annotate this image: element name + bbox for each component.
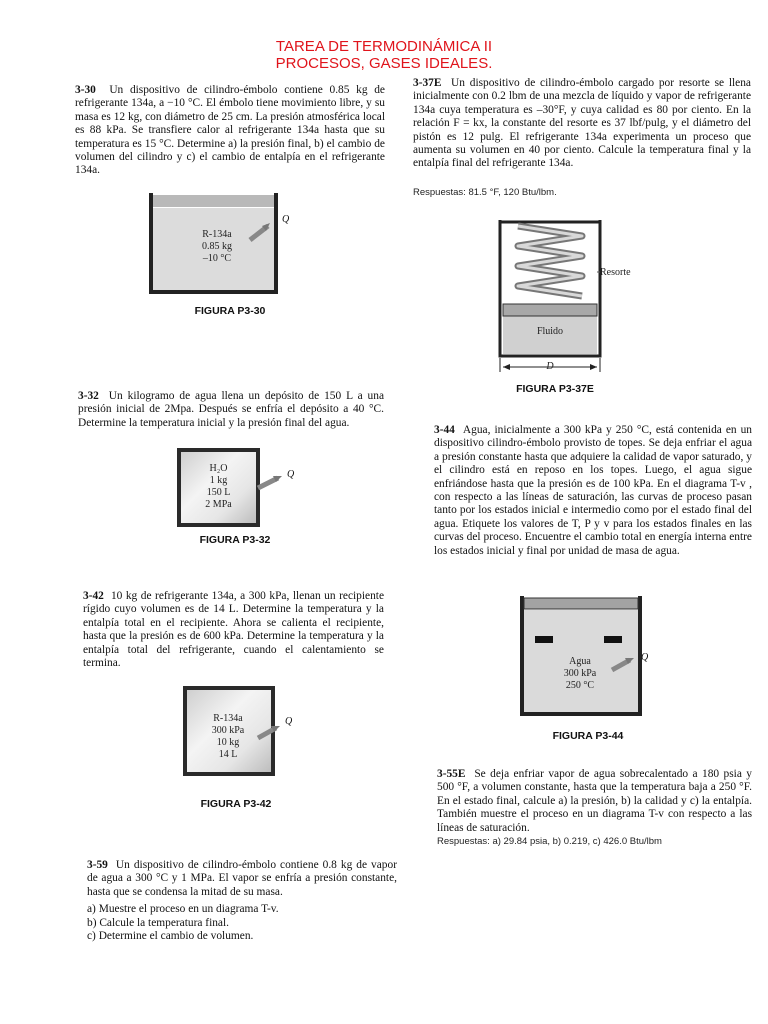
figure-label: FIGURA P3-32 [199, 534, 271, 546]
figure-label: FIGURA P3-44 [552, 730, 624, 742]
problem-number: 3-42 [83, 590, 104, 602]
problem-text: Un dispositivo de cilindro-émbolo cargado por resorte se llena inicialmente con 0.2 lbm de una mezcla de líquido y vapor de refrigerante 134a cuya temperatura es –30°F, y cuya calidad es 80 por ciento. En la relación F = kx, la constante del resorte es 37 lbf/pulg, y el diámetro del pistón es 12 pulg. El refrigerante 134a experimenta un proceso que aumenta su volumen en 40 por ciento. Calcule la temperatura final y la entalpía final del refrigerante 134a. [413, 77, 751, 170]
fig-line: R-134a [202, 229, 232, 240]
problem-text: Un kilogramo de agua llena un depósito de 150 L a una presión inicial de 2Mpa. Después se enfría el depósito a 40 °C. Determine la temperatura inicial y la presión final del agua. [78, 390, 384, 429]
problem-number: 3-32 [78, 390, 99, 402]
problem-text: 10 kg de refrigerante 134a, a 300 kPa, llenan un recipiente rígido cuyo volumen es de 14 L. Determine la temperatura y la entalpía total en el recipiente. Ahora se calienta el recipiente, hasta que la presión es de 600 kPa. Determine la temperatura y la entalpía total del refrigerante, cuando el calentamiento se termina. [83, 590, 384, 670]
fig-line: 300 kPa [211, 725, 245, 736]
fig-line: 14 L [218, 749, 238, 760]
fig-line: 0.85 kg [202, 241, 232, 252]
problem-item: c) Determine el cambio de volumen. [87, 930, 254, 943]
figure-label: FIGURA P3-30 [194, 305, 266, 317]
fluid-label: Fluido [536, 326, 564, 337]
heat-label: Q [282, 214, 290, 225]
problem-number: 3-30 [75, 84, 96, 96]
fig-line: 1 kg [209, 475, 228, 486]
problem-item: a) Muestre el proceso en un diagrama T-v. [87, 903, 279, 916]
fig-line: H₂O [209, 463, 228, 474]
problem-number: 3-55E [437, 768, 466, 780]
answer-text: Respuestas: a) 29.84 psia, b) 0.219, c) 426.0 Btu/lbm [437, 836, 662, 847]
problem-number: 3-37E [413, 77, 442, 89]
problem-number: 3-59 [87, 859, 108, 871]
title-line-2: PROCESOS, GASES IDEALES. [275, 55, 493, 72]
fig-line: –10 °C [202, 253, 232, 264]
figure-label: FIGURA P3-42 [200, 798, 272, 810]
heat-label: Q [287, 469, 295, 480]
fig-line: 250 °C [565, 680, 595, 691]
fig-line: R-134a [213, 713, 243, 724]
fig-line: 10 kg [216, 737, 240, 748]
figure-content [550, 656, 610, 692]
answer-text: Respuestas: 81.5 °F, 120 Btu/lbm. [413, 187, 557, 198]
heat-label: Q [641, 652, 649, 663]
fig-line: 150 L [206, 487, 231, 498]
problem-text: Se deja enfriar vapor de agua sobrecalentado a 180 psia y 500 °F, a volumen constante, hasta que la temperatura baja a 250 °F. En el estado final, calcule a) la presión, b) la calidad y c) la entalpía. También muestre el proceso en un diagrama T-v con respecto a las líneas de saturación. [437, 768, 752, 834]
problem-text: Un dispositivo de cilindro-émbolo contiene 0.8 kg de vapor de agua a 300 °C y 1 MPa. El vapor se enfría a presión constante, hasta que se condensa la mitad de su masa. [87, 859, 397, 898]
problem-3-55e [437, 768, 752, 835]
title-line-1: TAREA DE TERMODINÁMICA II [275, 38, 493, 55]
fig-line: 300 kPa [563, 668, 597, 679]
fig-line: Agua [569, 656, 591, 667]
problem-item: b) Calcule la temperatura final. [87, 916, 229, 929]
problem-text: Agua, inicialmente a 300 kPa y 250 °C, está contenida en un dispositivo cilindro-émbolo provisto de topes. Se deja enfriar el agua a presión constante hasta que adquiere la calidad de vapor saturado, y el cilindro está en reposo en los topes. Luego, el agua sigue enfriándose hasta que la presión es de 100 kPa. En el diagrama T-v , con respecto a las líneas de saturación, las curvas de proceso pasan tanto por los estados inicial e intermedio como por el estado final del agua. Etiquete los valores de T, P y v para los estados finales en las curvas del proceso. Encuentre el cambio total en energía interna entre los estados inicial y final por unidad de masa de agua. [434, 424, 752, 557]
spring-label: Resorte [600, 267, 631, 278]
diameter-label: D [546, 361, 554, 372]
figure-label: FIGURA P3-37E [516, 383, 594, 395]
problem-number: 3-44 [434, 424, 455, 436]
fig-line: 2 MPa [205, 499, 232, 510]
heat-label: Q [285, 716, 293, 727]
problem-text: Un dispositivo de cilindro-émbolo contiene 0.85 kg de refrigerante 134a, a −10 °C. El émbolo tiene movimiento libre, y su masa es 12 kg, con diámetro de 25 cm. La presión atmosférica local es 88 kPa. Se transfiere calor al refrigerante 134a hasta que su temperatura es 15 °C. Determine a) la presión final, b) el cambio de volumen del cilindro y c) el cambio de entalpía en el refrigerante 134a. [75, 84, 385, 177]
